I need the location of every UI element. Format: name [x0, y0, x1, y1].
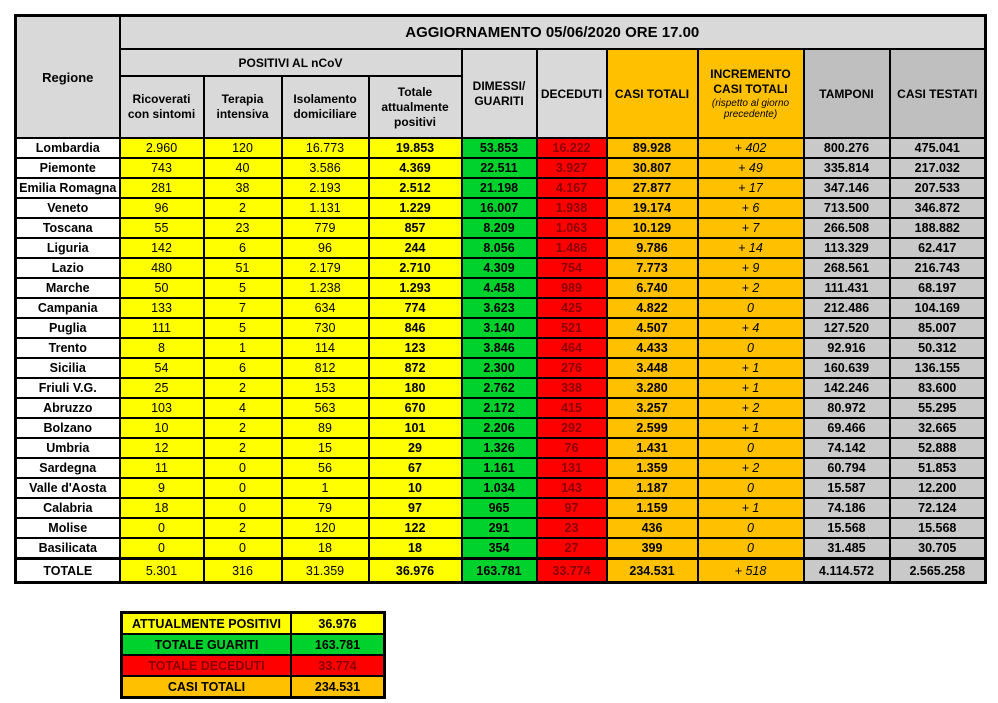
cell-ricoverati: 281	[120, 178, 204, 198]
cell-dimessi-guariti: 163.781	[462, 559, 537, 583]
cell-ricoverati: 12	[120, 438, 204, 458]
cell-isolamento: 730	[282, 318, 369, 338]
region-name: Trento	[16, 338, 120, 358]
cell-casi-testati: 30.705	[890, 538, 986, 559]
cell-isolamento: 120	[282, 518, 369, 538]
table-row	[16, 438, 986, 458]
cell-incremento: + 17	[698, 178, 804, 198]
cell-incremento: 0	[698, 518, 804, 538]
region-name: Basilicata	[16, 538, 120, 559]
table-row	[16, 178, 986, 198]
cell-incremento: + 4	[698, 318, 804, 338]
cell-terapia-intensiva: 51	[204, 258, 282, 278]
cell-tamponi: 142.246	[804, 378, 890, 398]
table-row	[16, 158, 986, 178]
cell-casi-totali: 3.448	[607, 358, 698, 378]
cell-totale-positivi: 19.853	[369, 138, 462, 158]
cell-totale-positivi: 101	[369, 418, 462, 438]
cell-casi-testati: 32.665	[890, 418, 986, 438]
cell-totale-positivi: 29	[369, 438, 462, 458]
summary-row	[122, 634, 385, 655]
cell-casi-totali: 27.877	[607, 178, 698, 198]
cell-isolamento: 96	[282, 238, 369, 258]
cell-isolamento: 56	[282, 458, 369, 478]
table-row	[16, 198, 986, 218]
cell-casi-totali: 4.507	[607, 318, 698, 338]
cell-dimessi-guariti: 1.161	[462, 458, 537, 478]
cell-casi-totali: 9.786	[607, 238, 698, 258]
cell-isolamento: 18	[282, 538, 369, 559]
cell-deceduti: 1.063	[537, 218, 607, 238]
cell-casi-totali: 399	[607, 538, 698, 559]
cell-casi-testati: 50.312	[890, 338, 986, 358]
cell-terapia-intensiva: 316	[204, 559, 282, 583]
cell-ricoverati: 142	[120, 238, 204, 258]
cell-ricoverati: 133	[120, 298, 204, 318]
cell-isolamento: 16.773	[282, 138, 369, 158]
table-row	[16, 538, 986, 559]
table-row	[16, 458, 986, 478]
cell-totale-positivi: 857	[369, 218, 462, 238]
cell-dimessi-guariti: 22.511	[462, 158, 537, 178]
cell-tamponi: 31.485	[804, 538, 890, 559]
cell-incremento: + 1	[698, 418, 804, 438]
cell-totale-positivi: 2.512	[369, 178, 462, 198]
summary-value: 33.774	[291, 655, 385, 676]
table-row	[16, 298, 986, 318]
cell-terapia-intensiva: 0	[204, 478, 282, 498]
cell-terapia-intensiva: 2	[204, 418, 282, 438]
cell-tamponi: 15.568	[804, 518, 890, 538]
cell-dimessi-guariti: 4.309	[462, 258, 537, 278]
cell-isolamento: 1.131	[282, 198, 369, 218]
cell-deceduti: 754	[537, 258, 607, 278]
cell-dimessi-guariti: 3.846	[462, 338, 537, 358]
cell-incremento: + 2	[698, 278, 804, 298]
cell-terapia-intensiva: 0	[204, 538, 282, 559]
cell-isolamento: 31.359	[282, 559, 369, 583]
table-row	[16, 559, 986, 583]
cell-isolamento: 1	[282, 478, 369, 498]
cell-casi-testati: 62.417	[890, 238, 986, 258]
cell-dimessi-guariti: 8.209	[462, 218, 537, 238]
cell-totale-positivi: 670	[369, 398, 462, 418]
cell-casi-totali: 89.928	[607, 138, 698, 158]
cell-totale-positivi: 18	[369, 538, 462, 559]
region-name: Lazio	[16, 258, 120, 278]
cell-dimessi-guariti: 53.853	[462, 138, 537, 158]
cell-casi-testati: 136.155	[890, 358, 986, 378]
cell-incremento: 0	[698, 298, 804, 318]
cell-terapia-intensiva: 4	[204, 398, 282, 418]
cell-incremento: + 7	[698, 218, 804, 238]
cell-terapia-intensiva: 2	[204, 378, 282, 398]
table-row	[16, 218, 986, 238]
region-name: Campania	[16, 298, 120, 318]
cell-terapia-intensiva: 2	[204, 438, 282, 458]
cell-tamponi: 127.520	[804, 318, 890, 338]
cell-tamponi: 74.142	[804, 438, 890, 458]
cell-casi-totali: 436	[607, 518, 698, 538]
cell-tamponi: 160.639	[804, 358, 890, 378]
cell-dimessi-guariti: 291	[462, 518, 537, 538]
region-name: Abruzzo	[16, 398, 120, 418]
cell-casi-testati: 51.853	[890, 458, 986, 478]
cell-terapia-intensiva: 6	[204, 238, 282, 258]
cell-deceduti: 464	[537, 338, 607, 358]
cell-totale-positivi: 1.293	[369, 278, 462, 298]
cell-casi-totali: 19.174	[607, 198, 698, 218]
region-name: Bolzano	[16, 418, 120, 438]
cell-tamponi: 74.186	[804, 498, 890, 518]
cell-deceduti: 521	[537, 318, 607, 338]
cell-dimessi-guariti: 3.140	[462, 318, 537, 338]
cell-terapia-intensiva: 23	[204, 218, 282, 238]
cell-dimessi-guariti: 2.172	[462, 398, 537, 418]
cell-incremento: + 402	[698, 138, 804, 158]
cell-tamponi: 335.814	[804, 158, 890, 178]
cell-terapia-intensiva: 38	[204, 178, 282, 198]
table-row	[16, 138, 986, 158]
cell-casi-totali: 1.359	[607, 458, 698, 478]
region-name: Valle d'Aosta	[16, 478, 120, 498]
cell-tamponi: 15.587	[804, 478, 890, 498]
cell-ricoverati: 11	[120, 458, 204, 478]
cell-deceduti: 1.938	[537, 198, 607, 218]
summary-value: 163.781	[291, 634, 385, 655]
cell-terapia-intensiva: 7	[204, 298, 282, 318]
cell-totale-positivi: 97	[369, 498, 462, 518]
cell-dimessi-guariti: 8.056	[462, 238, 537, 258]
cell-casi-testati: 52.888	[890, 438, 986, 458]
cell-casi-testati: 15.568	[890, 518, 986, 538]
region-name: Sardegna	[16, 458, 120, 478]
incremento-title: INCREMENTO CASI TOTALI	[710, 66, 791, 96]
cell-deceduti: 76	[537, 438, 607, 458]
region-name: TOTALE	[16, 559, 120, 583]
covid-regions-table	[14, 14, 987, 584]
cell-incremento: + 14	[698, 238, 804, 258]
cell-tamponi: 69.466	[804, 418, 890, 438]
incremento-note: (rispetto al giorno precedente)	[711, 97, 790, 120]
cell-terapia-intensiva: 2	[204, 198, 282, 218]
col-header-regione: Regione	[16, 16, 120, 139]
table-row	[16, 238, 986, 258]
cell-dimessi-guariti: 21.198	[462, 178, 537, 198]
cell-deceduti: 97	[537, 498, 607, 518]
region-name: Piemonte	[16, 158, 120, 178]
cell-isolamento: 812	[282, 358, 369, 378]
summary-value: 36.976	[291, 613, 385, 635]
cell-casi-totali: 4.822	[607, 298, 698, 318]
region-name: Puglia	[16, 318, 120, 338]
cell-deceduti: 425	[537, 298, 607, 318]
cell-dimessi-guariti: 1.034	[462, 478, 537, 498]
cell-casi-totali: 2.599	[607, 418, 698, 438]
table-row	[16, 498, 986, 518]
cell-dimessi-guariti: 2.206	[462, 418, 537, 438]
summary-table	[120, 611, 386, 699]
col-header-incremento	[698, 49, 804, 138]
col-header-totale-positivi: Totale attualmente positivi	[369, 76, 462, 138]
cell-incremento: + 1	[698, 358, 804, 378]
table-row	[16, 318, 986, 338]
cell-ricoverati: 8	[120, 338, 204, 358]
col-header-casi-testati: CASI TESTATI	[890, 49, 986, 138]
cell-terapia-intensiva: 6	[204, 358, 282, 378]
cell-deceduti: 292	[537, 418, 607, 438]
cell-incremento: 0	[698, 438, 804, 458]
table-row	[16, 518, 986, 538]
cell-deceduti: 1.486	[537, 238, 607, 258]
summary-row	[122, 655, 385, 676]
cell-deceduti: 143	[537, 478, 607, 498]
cell-ricoverati: 103	[120, 398, 204, 418]
cell-totale-positivi: 1.229	[369, 198, 462, 218]
cell-deceduti: 16.222	[537, 138, 607, 158]
cell-ricoverati: 18	[120, 498, 204, 518]
table-row	[16, 478, 986, 498]
summary-label: TOTALE DECEDUTI	[122, 655, 292, 676]
cell-casi-testati: 12.200	[890, 478, 986, 498]
cell-casi-totali: 4.433	[607, 338, 698, 358]
cell-isolamento: 153	[282, 378, 369, 398]
cell-incremento: + 2	[698, 398, 804, 418]
cell-deceduti: 27	[537, 538, 607, 559]
cell-tamponi: 113.329	[804, 238, 890, 258]
cell-deceduti: 338	[537, 378, 607, 398]
cell-totale-positivi: 36.976	[369, 559, 462, 583]
cell-dimessi-guariti: 354	[462, 538, 537, 559]
region-name: Veneto	[16, 198, 120, 218]
cell-casi-testati: 55.295	[890, 398, 986, 418]
cell-casi-testati: 346.872	[890, 198, 986, 218]
cell-casi-totali: 30.807	[607, 158, 698, 178]
cell-totale-positivi: 123	[369, 338, 462, 358]
cell-incremento: 0	[698, 338, 804, 358]
region-name: Calabria	[16, 498, 120, 518]
cell-terapia-intensiva: 120	[204, 138, 282, 158]
table-row	[16, 258, 986, 278]
update-title: AGGIORNAMENTO 05/06/2020 ORE 17.00	[120, 16, 986, 50]
col-header-deceduti: DECEDUTI	[537, 49, 607, 138]
cell-deceduti: 4.167	[537, 178, 607, 198]
cell-tamponi: 60.794	[804, 458, 890, 478]
cell-terapia-intensiva: 40	[204, 158, 282, 178]
cell-deceduti: 23	[537, 518, 607, 538]
region-name: Umbria	[16, 438, 120, 458]
summary-label: TOTALE GUARITI	[122, 634, 292, 655]
cell-isolamento: 89	[282, 418, 369, 438]
cell-ricoverati: 111	[120, 318, 204, 338]
region-name: Marche	[16, 278, 120, 298]
table-row	[16, 378, 986, 398]
cell-ricoverati: 9	[120, 478, 204, 498]
cell-isolamento: 79	[282, 498, 369, 518]
cell-casi-totali: 10.129	[607, 218, 698, 238]
cell-tamponi: 266.508	[804, 218, 890, 238]
col-header-isolamento: Isolamento domiciliare	[282, 76, 369, 138]
cell-terapia-intensiva: 5	[204, 278, 282, 298]
cell-casi-testati: 104.169	[890, 298, 986, 318]
cell-dimessi-guariti: 16.007	[462, 198, 537, 218]
cell-totale-positivi: 67	[369, 458, 462, 478]
cell-ricoverati: 0	[120, 538, 204, 559]
cell-totale-positivi: 4.369	[369, 158, 462, 178]
cell-deceduti: 131	[537, 458, 607, 478]
cell-ricoverati: 50	[120, 278, 204, 298]
region-name: Liguria	[16, 238, 120, 258]
cell-totale-positivi: 180	[369, 378, 462, 398]
cell-isolamento: 114	[282, 338, 369, 358]
cell-ricoverati: 54	[120, 358, 204, 378]
cell-tamponi: 713.500	[804, 198, 890, 218]
cell-ricoverati: 96	[120, 198, 204, 218]
cell-casi-testati: 217.032	[890, 158, 986, 178]
cell-dimessi-guariti: 2.762	[462, 378, 537, 398]
cell-isolamento: 2.179	[282, 258, 369, 278]
cell-casi-totali: 234.531	[607, 559, 698, 583]
cell-tamponi: 111.431	[804, 278, 890, 298]
summary-label: CASI TOTALI	[122, 676, 292, 698]
cell-terapia-intensiva: 0	[204, 498, 282, 518]
cell-incremento: + 9	[698, 258, 804, 278]
cell-isolamento: 15	[282, 438, 369, 458]
col-group-positivi: POSITIVI AL nCoV	[120, 49, 462, 76]
table-row	[16, 418, 986, 438]
cell-incremento: + 1	[698, 498, 804, 518]
cell-casi-testati: 475.041	[890, 138, 986, 158]
cell-tamponi: 800.276	[804, 138, 890, 158]
cell-isolamento: 3.586	[282, 158, 369, 178]
table-row	[16, 338, 986, 358]
cell-incremento: + 2	[698, 458, 804, 478]
region-name: Friuli V.G.	[16, 378, 120, 398]
cell-casi-testati: 83.600	[890, 378, 986, 398]
cell-totale-positivi: 2.710	[369, 258, 462, 278]
cell-ricoverati: 0	[120, 518, 204, 538]
cell-totale-positivi: 10	[369, 478, 462, 498]
cell-dimessi-guariti: 965	[462, 498, 537, 518]
cell-casi-totali: 7.773	[607, 258, 698, 278]
cell-incremento: 0	[698, 538, 804, 559]
cell-isolamento: 634	[282, 298, 369, 318]
cell-deceduti: 989	[537, 278, 607, 298]
cell-isolamento: 1.238	[282, 278, 369, 298]
cell-terapia-intensiva: 0	[204, 458, 282, 478]
cell-totale-positivi: 872	[369, 358, 462, 378]
cell-totale-positivi: 846	[369, 318, 462, 338]
cell-ricoverati: 55	[120, 218, 204, 238]
cell-deceduti: 3.927	[537, 158, 607, 178]
cell-isolamento: 779	[282, 218, 369, 238]
cell-deceduti: 33.774	[537, 559, 607, 583]
cell-ricoverati: 25	[120, 378, 204, 398]
table-row	[16, 358, 986, 378]
cell-tamponi: 347.146	[804, 178, 890, 198]
table-row	[16, 278, 986, 298]
cell-casi-totali: 6.740	[607, 278, 698, 298]
cell-incremento: + 1	[698, 378, 804, 398]
col-header-tamponi: TAMPONI	[804, 49, 890, 138]
cell-casi-totali: 1.187	[607, 478, 698, 498]
region-name: Lombardia	[16, 138, 120, 158]
cell-casi-testati: 188.882	[890, 218, 986, 238]
summary-row	[122, 613, 385, 635]
col-header-dimessi-guariti: DIMESSI/ GUARITI	[462, 49, 537, 138]
cell-dimessi-guariti: 3.623	[462, 298, 537, 318]
cell-casi-testati: 68.197	[890, 278, 986, 298]
col-header-ricoverati: Ricoverati con sintomi	[120, 76, 204, 138]
cell-incremento: + 6	[698, 198, 804, 218]
cell-ricoverati: 10	[120, 418, 204, 438]
cell-totale-positivi: 244	[369, 238, 462, 258]
table-row	[16, 398, 986, 418]
cell-casi-testati: 85.007	[890, 318, 986, 338]
cell-casi-testati: 2.565.258	[890, 559, 986, 583]
cell-ricoverati: 5.301	[120, 559, 204, 583]
cell-dimessi-guariti: 4.458	[462, 278, 537, 298]
summary-label: ATTUALMENTE POSITIVI	[122, 613, 292, 635]
cell-tamponi: 80.972	[804, 398, 890, 418]
cell-tamponi: 92.916	[804, 338, 890, 358]
cell-isolamento: 563	[282, 398, 369, 418]
summary-value: 234.531	[291, 676, 385, 698]
region-name: Sicilia	[16, 358, 120, 378]
cell-ricoverati: 2.960	[120, 138, 204, 158]
cell-casi-testati: 216.743	[890, 258, 986, 278]
region-name: Emilia Romagna	[16, 178, 120, 198]
region-name: Toscana	[16, 218, 120, 238]
cell-terapia-intensiva: 1	[204, 338, 282, 358]
cell-dimessi-guariti: 2.300	[462, 358, 537, 378]
cell-casi-totali: 1.159	[607, 498, 698, 518]
cell-deceduti: 276	[537, 358, 607, 378]
cell-isolamento: 2.193	[282, 178, 369, 198]
cell-terapia-intensiva: 2	[204, 518, 282, 538]
cell-casi-testati: 72.124	[890, 498, 986, 518]
summary-row	[122, 676, 385, 698]
region-name: Molise	[16, 518, 120, 538]
cell-casi-totali: 3.280	[607, 378, 698, 398]
cell-totale-positivi: 122	[369, 518, 462, 538]
col-header-casi-totali: CASI TOTALI	[607, 49, 698, 138]
cell-deceduti: 415	[537, 398, 607, 418]
cell-casi-totali: 1.431	[607, 438, 698, 458]
cell-casi-totali: 3.257	[607, 398, 698, 418]
cell-tamponi: 212.486	[804, 298, 890, 318]
cell-totale-positivi: 774	[369, 298, 462, 318]
cell-casi-testati: 207.533	[890, 178, 986, 198]
cell-incremento: 0	[698, 478, 804, 498]
cell-ricoverati: 743	[120, 158, 204, 178]
cell-terapia-intensiva: 5	[204, 318, 282, 338]
cell-dimessi-guariti: 1.326	[462, 438, 537, 458]
cell-incremento: + 518	[698, 559, 804, 583]
col-header-terapia-intensiva: Terapia intensiva	[204, 76, 282, 138]
cell-tamponi: 4.114.572	[804, 559, 890, 583]
cell-tamponi: 268.561	[804, 258, 890, 278]
cell-incremento: + 49	[698, 158, 804, 178]
cell-ricoverati: 480	[120, 258, 204, 278]
